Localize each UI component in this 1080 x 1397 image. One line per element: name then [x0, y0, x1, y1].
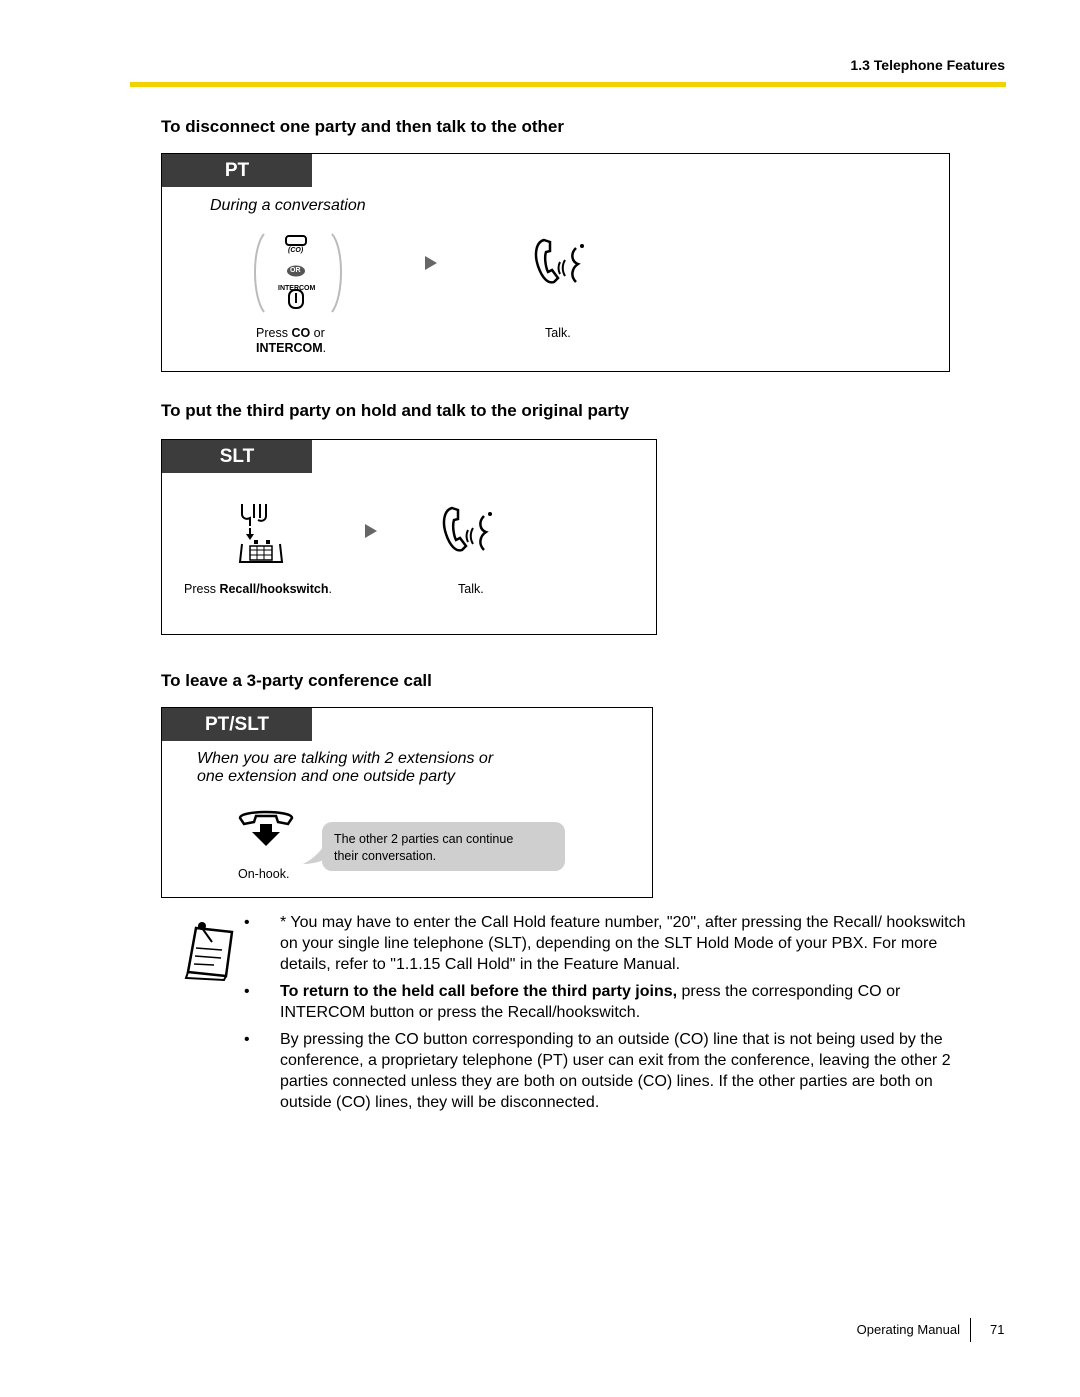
- section-heading-hold: To put the third party on hold and talk to the original party: [161, 401, 630, 420]
- on-hook-icon: [236, 806, 296, 848]
- running-header: 1.3 Telephone Features: [850, 57, 1005, 73]
- notes-list: [240, 912, 980, 1119]
- note-item: • * You may have to enter the Call Hold feature number, "20", after pressing the Recall/ hookswitch on your single line telephone (SLT), depending on the SLT Hold Mode of your PBX. For more details, refer to "1.1.15 Call Hold" in the Feature Manual.: [244, 914, 966, 973]
- tab-slt: SLT: [162, 440, 312, 473]
- header-rule: [130, 82, 1006, 87]
- step-label-talk: Talk.: [458, 582, 484, 596]
- tab-pt: PT: [162, 154, 312, 187]
- note-item: • To return to the held call before the third party joins, press the corresponding CO or INTERCOM button or press the Recall/hookswitch.: [244, 983, 901, 1021]
- step-label-on-hook: On-hook.: [238, 867, 290, 881]
- bubble-line1: The other 2 parties can continue: [334, 832, 514, 846]
- condition-text-line1: When you are talking with 2 extensions or: [197, 750, 494, 767]
- step-label-press-recall: Press Recall/hookswitch.: [184, 582, 332, 596]
- step-arrow-icon: [365, 524, 377, 538]
- step-label-press-co: Press CO or: [256, 326, 325, 340]
- note-bubble: [322, 822, 565, 871]
- section-heading-disconnect: To disconnect one party and then talk to the other: [161, 117, 564, 136]
- section-heading-leave: To leave a 3-party conference call: [161, 671, 432, 690]
- talk-handset-icon: [438, 502, 498, 556]
- step-label-talk: Talk.: [545, 326, 571, 340]
- procedure-box-slt: [161, 439, 657, 635]
- tab-pt-slt: PT/SLT: [162, 708, 312, 741]
- note-item: • By pressing the CO button corresponding to an outside (CO) line that is not being used by the conference, a proprietary telephone (PT) user can exit from the conference, leaving the other 2 parties connected unless they are both on outside (CO) lines. If the other parties are both on outside (CO) lines, they will be disconnected.: [244, 1031, 951, 1111]
- intercom-label: INTERCOM: [278, 285, 316, 292]
- talk-handset-icon: [530, 234, 590, 288]
- bubble-line2: their conversation.: [334, 849, 437, 863]
- footer-manual-label: Operating Manual: [856, 1322, 960, 1337]
- note-pad-icon: [182, 918, 238, 982]
- footer-divider: [970, 1318, 971, 1342]
- co-label: (CO): [288, 247, 304, 254]
- page-number: 71: [990, 1322, 1005, 1337]
- recall-hookswitch-icon: [236, 500, 288, 568]
- or-label: OR: [290, 267, 301, 274]
- step-label-intercom: INTERCOM.: [256, 341, 327, 355]
- condition-text: During a conversation: [210, 197, 366, 214]
- condition-text-line2: one extension and one outside party: [197, 768, 455, 785]
- procedure-box-pt: [161, 153, 950, 372]
- step-arrow-icon: [425, 256, 437, 270]
